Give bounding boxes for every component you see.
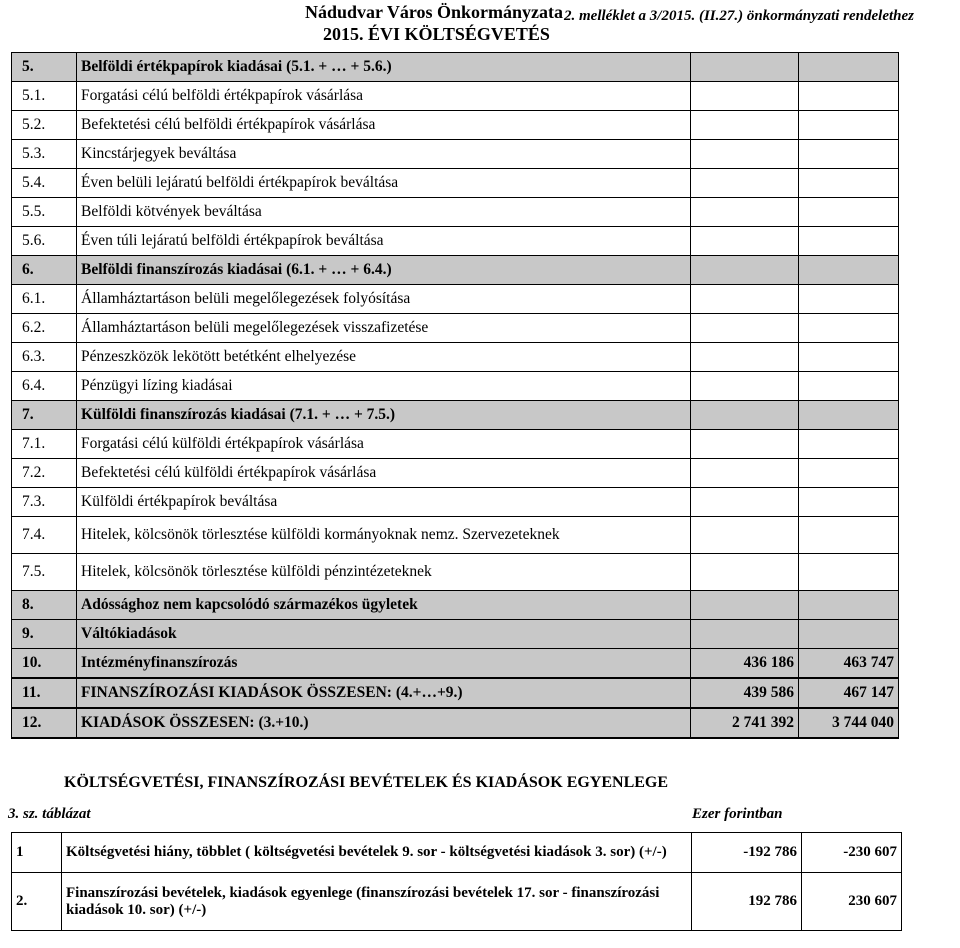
row-value-original bbox=[691, 591, 799, 620]
row-label: Forgatási célú belföldi értékpapírok vásárlása bbox=[77, 82, 691, 111]
table-row bbox=[12, 678, 899, 708]
balance-row-number: 2. bbox=[12, 873, 62, 931]
row-number: 10. bbox=[12, 649, 77, 679]
row-label: KIADÁSOK ÖSSZESEN: (3.+10.) bbox=[77, 708, 691, 738]
row-value-modified bbox=[799, 169, 899, 198]
balance-value-original: -192 786 bbox=[692, 833, 802, 873]
row-label: FINANSZÍROZÁSI KIADÁSOK ÖSSZESEN: (4.+…+9.) bbox=[77, 678, 691, 708]
table-row bbox=[12, 591, 899, 620]
table-row bbox=[12, 343, 899, 372]
table-row bbox=[12, 430, 899, 459]
row-value-original: 439 586 bbox=[691, 678, 799, 708]
row-value-modified: 467 147 bbox=[799, 678, 899, 708]
row-value-modified bbox=[799, 372, 899, 401]
row-value-modified bbox=[799, 517, 899, 554]
expenditure-table bbox=[11, 52, 899, 739]
row-label: Kincstárjegyek beváltása bbox=[77, 140, 691, 169]
row-value-original bbox=[691, 169, 799, 198]
table-row bbox=[12, 227, 899, 256]
row-number: 5.6. bbox=[12, 227, 77, 256]
row-value-modified bbox=[799, 343, 899, 372]
row-value-modified bbox=[799, 256, 899, 285]
table-row bbox=[12, 708, 899, 738]
table-row bbox=[12, 82, 899, 111]
balance-table bbox=[11, 832, 902, 931]
row-number: 6.2. bbox=[12, 314, 77, 343]
table-row bbox=[12, 198, 899, 227]
balance-row-label: Költségvetési hiány, többlet ( költségvetési bevételek 9. sor - költségvetési kiadások 3. sor) (+/-) bbox=[62, 833, 692, 873]
balance-value-modified: -230 607 bbox=[802, 833, 902, 873]
row-value-original bbox=[691, 256, 799, 285]
row-label: Éven belüli lejáratú belföldi értékpapírok beváltása bbox=[77, 169, 691, 198]
row-label: Belföldi finanszírozás kiadásai (6.1. + … + 6.4.) bbox=[77, 256, 691, 285]
balance-row-label: Finanszírozási bevételek, kiadások egyenlege (finanszírozási bevételek 17. sor - finanszírozási kiadások 10. sor) (+/-) bbox=[62, 873, 692, 931]
row-value-modified bbox=[799, 140, 899, 169]
table-row bbox=[12, 488, 899, 517]
table-row bbox=[12, 517, 899, 554]
annex-reference: 2. melléklet a 3/2015. (II.27.) önkormányzati rendelethez bbox=[564, 8, 914, 24]
row-value-original: 2 741 392 bbox=[691, 708, 799, 738]
table-row bbox=[12, 554, 899, 591]
balance-row-number: 1 bbox=[12, 833, 62, 873]
row-number: 7.1. bbox=[12, 430, 77, 459]
row-label: Külföldi értékpapírok beváltása bbox=[77, 488, 691, 517]
row-value-original bbox=[691, 82, 799, 111]
row-value-original bbox=[691, 554, 799, 591]
row-value-original bbox=[691, 372, 799, 401]
row-value-original bbox=[691, 401, 799, 430]
row-value-modified: 3 744 040 bbox=[799, 708, 899, 738]
row-number: 11. bbox=[12, 678, 77, 708]
row-label: Külföldi finanszírozás kiadásai (7.1. + … + 7.5.) bbox=[77, 401, 691, 430]
row-number: 5.4. bbox=[12, 169, 77, 198]
table-row bbox=[12, 620, 899, 649]
row-value-original bbox=[691, 140, 799, 169]
row-number: 7.2. bbox=[12, 459, 77, 488]
row-value-original bbox=[691, 227, 799, 256]
row-label: Befektetési célú külföldi értékpapírok vásárlása bbox=[77, 459, 691, 488]
table-row bbox=[12, 649, 899, 679]
table-row bbox=[12, 111, 899, 140]
row-number: 7. bbox=[12, 401, 77, 430]
row-label: Belföldi kötvények beváltása bbox=[77, 198, 691, 227]
table-row bbox=[12, 401, 899, 430]
row-label: Forgatási célú külföldi értékpapírok vásárlása bbox=[77, 430, 691, 459]
table-row bbox=[12, 140, 899, 169]
row-value-original bbox=[691, 285, 799, 314]
row-label: Hitelek, kölcsönök törlesztése külföldi kormányoknak nemz. Szervezeteknek bbox=[77, 517, 691, 554]
row-value-modified bbox=[799, 401, 899, 430]
row-value-original bbox=[691, 343, 799, 372]
row-number: 12. bbox=[12, 708, 77, 738]
table-row bbox=[12, 372, 899, 401]
page-title: Nádudvar Város Önkormányzata bbox=[305, 2, 564, 22]
row-number: 5.2. bbox=[12, 111, 77, 140]
table-number-label: 3. sz. táblázat bbox=[8, 806, 91, 822]
row-label: Államháztartáson belüli megelőlegezések visszafizetése bbox=[77, 314, 691, 343]
row-value-modified bbox=[799, 459, 899, 488]
row-value-original bbox=[691, 430, 799, 459]
row-label: Belföldi értékpapírok kiadásai (5.1. + … + 5.6.) bbox=[77, 53, 691, 82]
balance-row bbox=[12, 873, 902, 931]
row-number: 6.3. bbox=[12, 343, 77, 372]
row-number: 5.5. bbox=[12, 198, 77, 227]
row-value-original bbox=[691, 517, 799, 554]
row-value-modified bbox=[799, 53, 899, 82]
row-number: 7.5. bbox=[12, 554, 77, 591]
row-value-modified bbox=[799, 591, 899, 620]
row-value-original bbox=[691, 488, 799, 517]
row-value-original bbox=[691, 111, 799, 140]
row-number: 6.4. bbox=[12, 372, 77, 401]
row-value-modified: 463 747 bbox=[799, 649, 899, 679]
row-number: 6. bbox=[12, 256, 77, 285]
row-label: Hitelek, kölcsönök törlesztése külföldi pénzintézeteknek bbox=[77, 554, 691, 591]
row-number: 5.3. bbox=[12, 140, 77, 169]
unit-label: Ezer forintban bbox=[692, 806, 783, 822]
row-value-original bbox=[691, 314, 799, 343]
row-value-modified bbox=[799, 620, 899, 649]
row-value-modified bbox=[799, 314, 899, 343]
row-label: Intézményfinanszírozás bbox=[77, 649, 691, 679]
row-value-original bbox=[691, 620, 799, 649]
row-label: Befektetési célú belföldi értékpapírok vásárlása bbox=[77, 111, 691, 140]
row-value-original bbox=[691, 459, 799, 488]
balance-section-title: KÖLTSÉGVETÉSI, FINANSZÍROZÁSI BEVÉTELEK ÉS KIADÁSOK EGYENLEGE bbox=[64, 774, 669, 791]
row-number: 9. bbox=[12, 620, 77, 649]
row-value-modified bbox=[799, 285, 899, 314]
row-label: Pénzügyi lízing kiadásai bbox=[77, 372, 691, 401]
row-value-modified bbox=[799, 82, 899, 111]
row-number: 7.4. bbox=[12, 517, 77, 554]
row-number: 5. bbox=[12, 53, 77, 82]
row-value-original: 436 186 bbox=[691, 649, 799, 679]
table-row bbox=[12, 285, 899, 314]
page-subtitle: 2015. ÉVI KÖLTSÉGVETÉS bbox=[323, 24, 550, 44]
table-row bbox=[12, 169, 899, 198]
table-row bbox=[12, 53, 899, 82]
row-label: Pénzeszközök lekötött betétként elhelyezése bbox=[77, 343, 691, 372]
row-value-modified bbox=[799, 488, 899, 517]
balance-value-original: 192 786 bbox=[692, 873, 802, 931]
row-label: Államháztartáson belüli megelőlegezések folyósítása bbox=[77, 285, 691, 314]
balance-value-modified: 230 607 bbox=[802, 873, 902, 931]
table-row bbox=[12, 459, 899, 488]
row-value-modified bbox=[799, 111, 899, 140]
row-number: 5.1. bbox=[12, 82, 77, 111]
row-value-modified bbox=[799, 430, 899, 459]
row-label: Adóssághoz nem kapcsolódó származékos ügyletek bbox=[77, 591, 691, 620]
row-number: 7.3. bbox=[12, 488, 77, 517]
row-value-original bbox=[691, 53, 799, 82]
row-label: Váltókiadások bbox=[77, 620, 691, 649]
row-number: 8. bbox=[12, 591, 77, 620]
row-value-modified bbox=[799, 198, 899, 227]
balance-row bbox=[12, 833, 902, 873]
row-label: Éven túli lejáratú belföldi értékpapírok beváltása bbox=[77, 227, 691, 256]
table-row bbox=[12, 314, 899, 343]
table-row bbox=[12, 256, 899, 285]
row-value-original bbox=[691, 198, 799, 227]
row-value-modified bbox=[799, 227, 899, 256]
row-number: 6.1. bbox=[12, 285, 77, 314]
row-value-modified bbox=[799, 554, 899, 591]
